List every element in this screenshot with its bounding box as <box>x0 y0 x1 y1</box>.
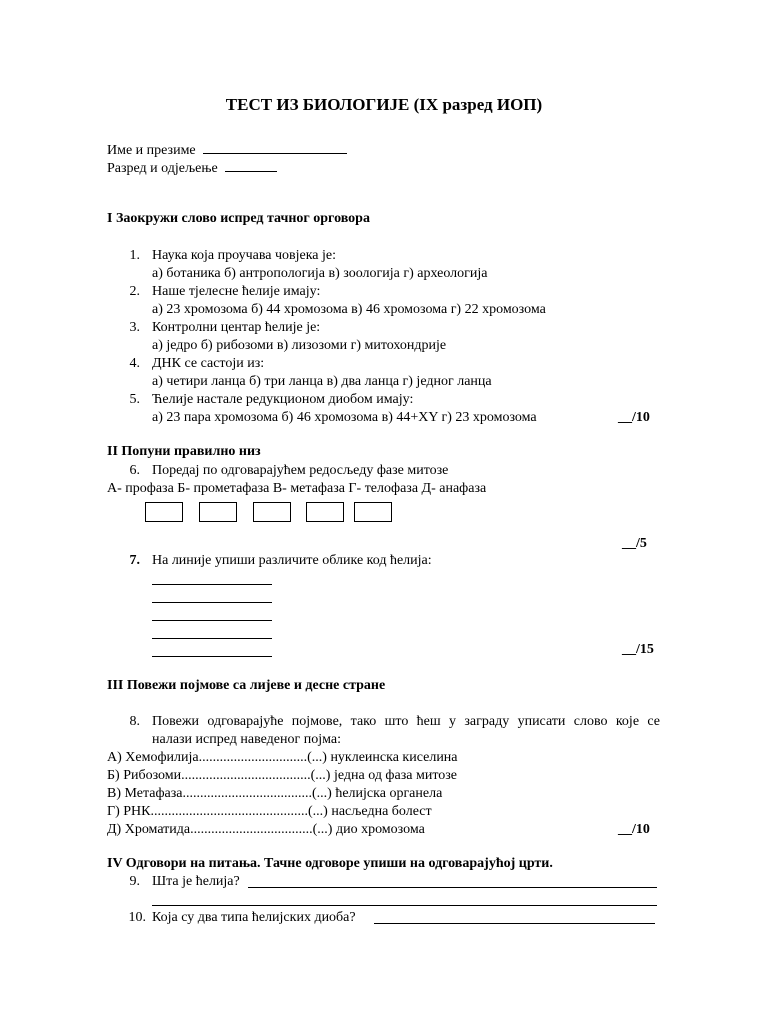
question-number: 3. <box>129 320 140 335</box>
section4-heading: IV Одговори на питања. Тачне одговоре упиши на одговарајућој црти. <box>107 856 553 871</box>
match-right-term: насљедна болест <box>331 804 432 819</box>
match-left-term: В) Метафаза <box>107 786 183 801</box>
match-left-term: Б) Рибозоми <box>107 768 182 783</box>
match-row <box>107 749 458 767</box>
match-dots: ..................................... <box>182 786 313 801</box>
class-blank[interactable] <box>225 158 277 172</box>
phase-box-5[interactable] <box>354 502 392 522</box>
match-bracket[interactable]: (...) <box>308 804 328 819</box>
question-number: 6. <box>129 463 140 478</box>
match-left-term: А) Хемофилија <box>107 750 199 765</box>
match-row <box>107 821 425 839</box>
answer-line-q9[interactable] <box>248 887 657 888</box>
match-dots: ............................... <box>198 750 308 765</box>
question-number: 2. <box>129 284 140 299</box>
match-bracket[interactable]: (...) <box>310 768 331 783</box>
match-bracket[interactable]: (...) <box>307 750 327 765</box>
section3-score: __/10 <box>618 822 650 837</box>
match-dots: ..................................... <box>181 768 311 783</box>
phase-box-4[interactable] <box>306 502 344 522</box>
answer-line-q9-cont[interactable] <box>152 905 657 906</box>
section2-score-2: __/15 <box>622 642 654 657</box>
question-text: Ћелије настале редукционом диобом имају: <box>152 392 414 407</box>
answer-options[interactable]: а) 23 хромозома б) 44 хромозома в) 46 хромозома г) 22 хромозома <box>152 302 546 317</box>
match-left-term: Д) Хроматида <box>107 822 191 837</box>
question-7-text: На линије упиши различите облике код ћелија: <box>152 553 432 568</box>
phase-box-1[interactable] <box>145 502 183 522</box>
name-blank[interactable] <box>203 140 347 154</box>
answer-options[interactable]: а) 23 пара хромозома б) 46 хромозома в) 44+XY г) 23 хромозома <box>152 410 537 425</box>
page-title: ТЕСТ ИЗ БИОЛОГИЈЕ (IX разред ИОП) <box>225 95 543 114</box>
match-dots: ................................... <box>190 822 313 837</box>
answer-line-1[interactable] <box>152 584 272 585</box>
question-number: 7. <box>129 553 140 568</box>
question-text: Контролни центар ћелије је: <box>152 320 321 335</box>
question-6-text: Поредај по одговарајућем редосљеду фазе митозе <box>152 463 449 478</box>
phase-box-3[interactable] <box>253 502 291 522</box>
phase-box-2[interactable] <box>199 502 237 522</box>
name-label: Име и презиме <box>107 143 196 158</box>
section1-heading: I Заокружи слово испред тачног орговора <box>107 211 370 226</box>
match-left-term: Г) РНК <box>107 804 151 819</box>
section1-score: __/10 <box>618 410 650 425</box>
answer-line-q10[interactable] <box>374 923 655 924</box>
question-number: 10. <box>128 910 146 925</box>
answer-options[interactable]: а) ботаника б) антропологија в) зоологија г) археологија <box>152 266 488 281</box>
match-bracket[interactable]: (...) <box>312 786 332 801</box>
answer-options[interactable]: а) једро б) рибозоми в) лизозоми г) митохондрије <box>152 338 447 353</box>
match-bracket[interactable]: (...) <box>312 822 333 837</box>
class-label: Разред и одјељење <box>107 161 218 176</box>
section3-heading: III Повежи појмове са лијеве и десне стране <box>107 678 386 693</box>
class-field[interactable] <box>107 158 277 178</box>
question-number: 1. <box>129 248 140 263</box>
match-row <box>107 803 432 821</box>
answer-line-2[interactable] <box>152 602 272 603</box>
question-text: Наука која проучава човјека је: <box>152 248 337 263</box>
question-9-text: Шта је ћелија? <box>152 874 240 889</box>
match-right-term: дио хромозома <box>335 822 425 837</box>
mitosis-phases-list: А- профаза Б- прометафаза В- метафаза Г- телофаза Д- анафаза <box>107 481 487 496</box>
match-right-term: нуклеинска киселина <box>330 750 458 765</box>
match-right-term: једна од фаза митозе <box>333 768 457 783</box>
question-text: Наше тјелесне ћелије имају: <box>152 284 321 299</box>
answer-line-4[interactable] <box>152 638 272 639</box>
question-text: ДНК се састоји из: <box>152 356 265 371</box>
match-right-term: ћелијска органела <box>335 786 443 801</box>
match-dots: ............................................. <box>150 804 308 819</box>
match-row <box>107 785 442 803</box>
question-10-text: Која су два типа ћелијских диоба? <box>152 910 356 925</box>
question-number: 8. <box>129 714 140 729</box>
question-8-line-2: налази испред наведеног појма: <box>152 732 341 747</box>
match-row <box>107 767 457 785</box>
answer-line-3[interactable] <box>152 620 272 621</box>
section2-score-1: __/5 <box>622 536 647 551</box>
question-number: 9. <box>129 874 140 889</box>
question-number: 5. <box>129 392 140 407</box>
name-field[interactable] <box>107 140 347 160</box>
question-number: 4. <box>129 356 140 371</box>
question-8-line-1: Повежи одговарајуће појмове, тако што ћеш у заграду уписати слово које се <box>152 714 660 729</box>
section2-heading: II Попуни правилно низ <box>107 444 261 459</box>
answer-line-5[interactable] <box>152 656 272 657</box>
answer-options[interactable]: а) четири ланца б) три ланца в) два ланца г) једног ланца <box>152 374 492 389</box>
